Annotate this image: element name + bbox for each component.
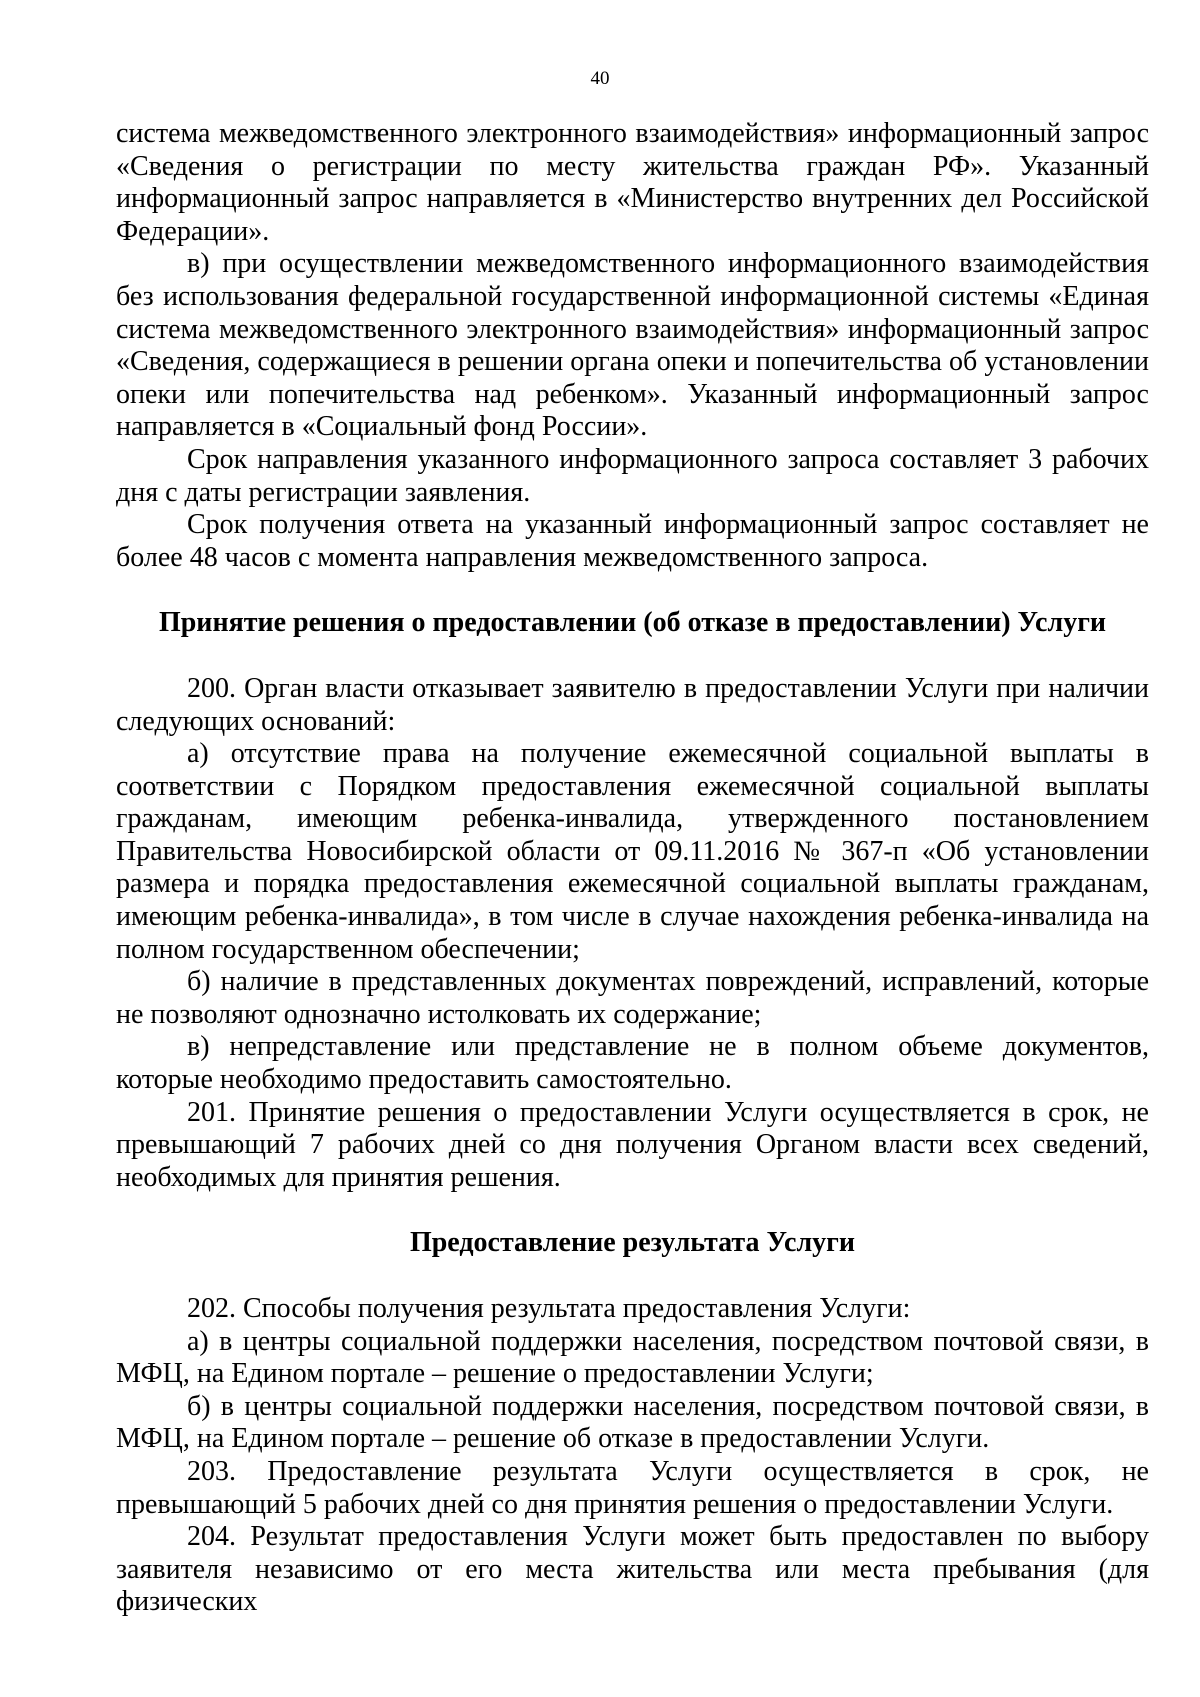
- paragraph-response-deadline: Срок получения ответа на указанный информационный запрос составляет не более 48 часов с момента направления межведомственного запроса.: [116, 509, 1149, 573]
- paragraph-202-b: б) в центры социальной поддержки населения, посредством почтовой связи, в МФЦ, на Едином портале – решение об отказе в предоставлении Услуги.: [116, 1390, 1149, 1455]
- section-heading-decision: Принятие решения о предоставлении (об отказе в предоставлении) Услуги: [158, 607, 1107, 639]
- section-heading-result: Предоставление результата Услуги: [409, 1227, 856, 1259]
- paragraph-guardianship-request: в) при осуществлении межведомственного информационного взаимодействия без использования федеральной государственной информационной системы «Единая система межведомственного электронного взаимодействия» информационный запрос «Сведения, содержащиеся в решении органа опеки и попечительства об установлении опеки или попечительства над ребенком». Указанный информационный запрос направляется в «Социальный фонд России».: [116, 248, 1149, 443]
- paragraph-203: 203. Предоставление результата Услуги осуществляется в срок, не превышающий 5 рабочих дней со дня принятия решения о предоставлении Услуги.: [116, 1455, 1149, 1520]
- paragraph-200: 200. Орган власти отказывает заявителю в предоставлении Услуги при наличии следующих оснований:: [116, 672, 1149, 737]
- paragraph-202-a: а) в центры социальной поддержки населения, посредством почтовой связи, в МФЦ, на Едином портале – решение о предоставлении Услуги;: [116, 1325, 1149, 1390]
- page-number: 40: [590, 68, 610, 89]
- document-body: [116, 118, 1149, 1619]
- paragraph-request-deadline: Срок направления указанного информационного запроса составляет 3 рабочих дня с даты регистрации заявления.: [116, 443, 1149, 508]
- paragraph-200-b: б) наличие в представленных документах повреждений, исправлений, которые не позволяют однозначно истолковать их содержание;: [116, 966, 1149, 1030]
- paragraph-200-v: в) непредставление или представление не в полном объеме документов, которые необходимо предоставить самостоятельно.: [116, 1031, 1149, 1096]
- paragraph-202: 202. Способы получения результата предоставления Услуги:: [187, 1293, 911, 1324]
- paragraph-200-a: а) отсутствие права на получение ежемесячной социальной выплаты в соответствии с Порядком предоставления ежемесячной социальной выплаты гражданам, имеющим ребенка-инвалида, утвержденного постановлением Правительства Новосибирской области от 09.11.2016 № 367-п «Об установлении размера и порядка предоставления ежемесячной социальной выплаты гражданам, имеющим ребенка-инвалида», в том числе в случае нахождения ребенка-инвалида на полном государственном обеспечении;: [116, 738, 1149, 965]
- paragraph-registration-request-end: система межведомственного электронного взаимодействия» информационный запрос «Сведения о регистрации по месту жительства граждан РФ». Указанный информационный запрос направляется в «Министерство внутренних дел Российской Федерации».: [116, 118, 1149, 247]
- paragraph-204: 204. Результат предоставления Услуги может быть предоставлен по выбору заявителя независимо от его места жительства или места пребывания (для физических: [116, 1521, 1149, 1618]
- paragraph-201: 201. Принятие решения о предоставлении Услуги осуществляется в срок, не превышающий 7 рабочих дней со дня получения Органом власти всех сведений, необходимых для принятия решения.: [116, 1096, 1149, 1193]
